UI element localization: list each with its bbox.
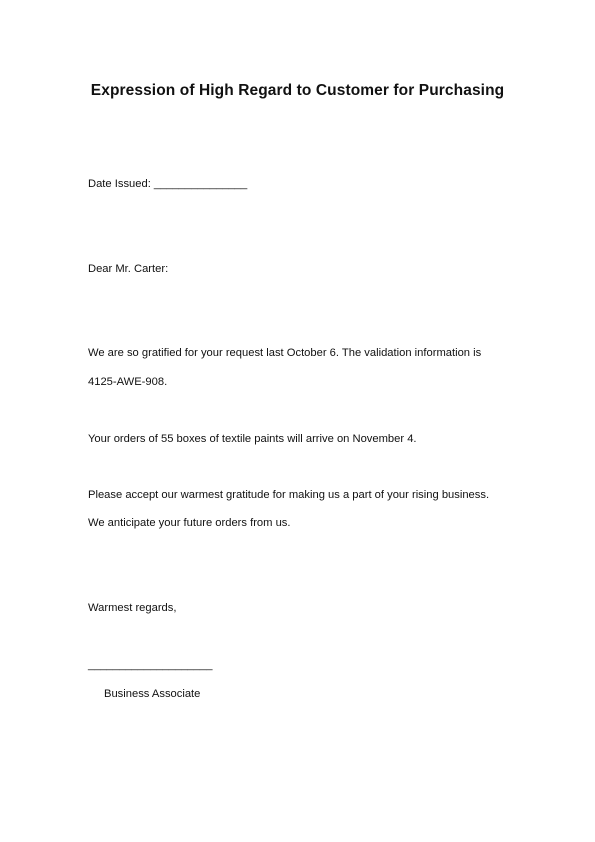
- closing: Warmest regards,: [88, 602, 177, 614]
- paragraph-2: Your orders of 55 boxes of textile paints will arrive on November 4.: [88, 433, 417, 445]
- date-issued-line: Date Issued: _______________: [88, 178, 248, 190]
- paragraph-3-line-2: We anticipate your future orders from us.: [88, 517, 291, 529]
- signer-title: Business Associate: [104, 688, 201, 700]
- signature-line: ____________________: [88, 659, 213, 671]
- salutation: Dear Mr. Carter:: [88, 263, 169, 275]
- paragraph-3-line-1: Please accept our warmest gratitude for making us a part of your rising business.: [88, 489, 490, 501]
- paragraph-1-line-2: 4125-AWE-908.: [88, 376, 168, 388]
- document-title: Expression of High Regard to Customer for Purchasing: [90, 82, 505, 99]
- paragraph-1-line-1: We are so gratified for your request last October 6. The validation information is: [88, 347, 482, 359]
